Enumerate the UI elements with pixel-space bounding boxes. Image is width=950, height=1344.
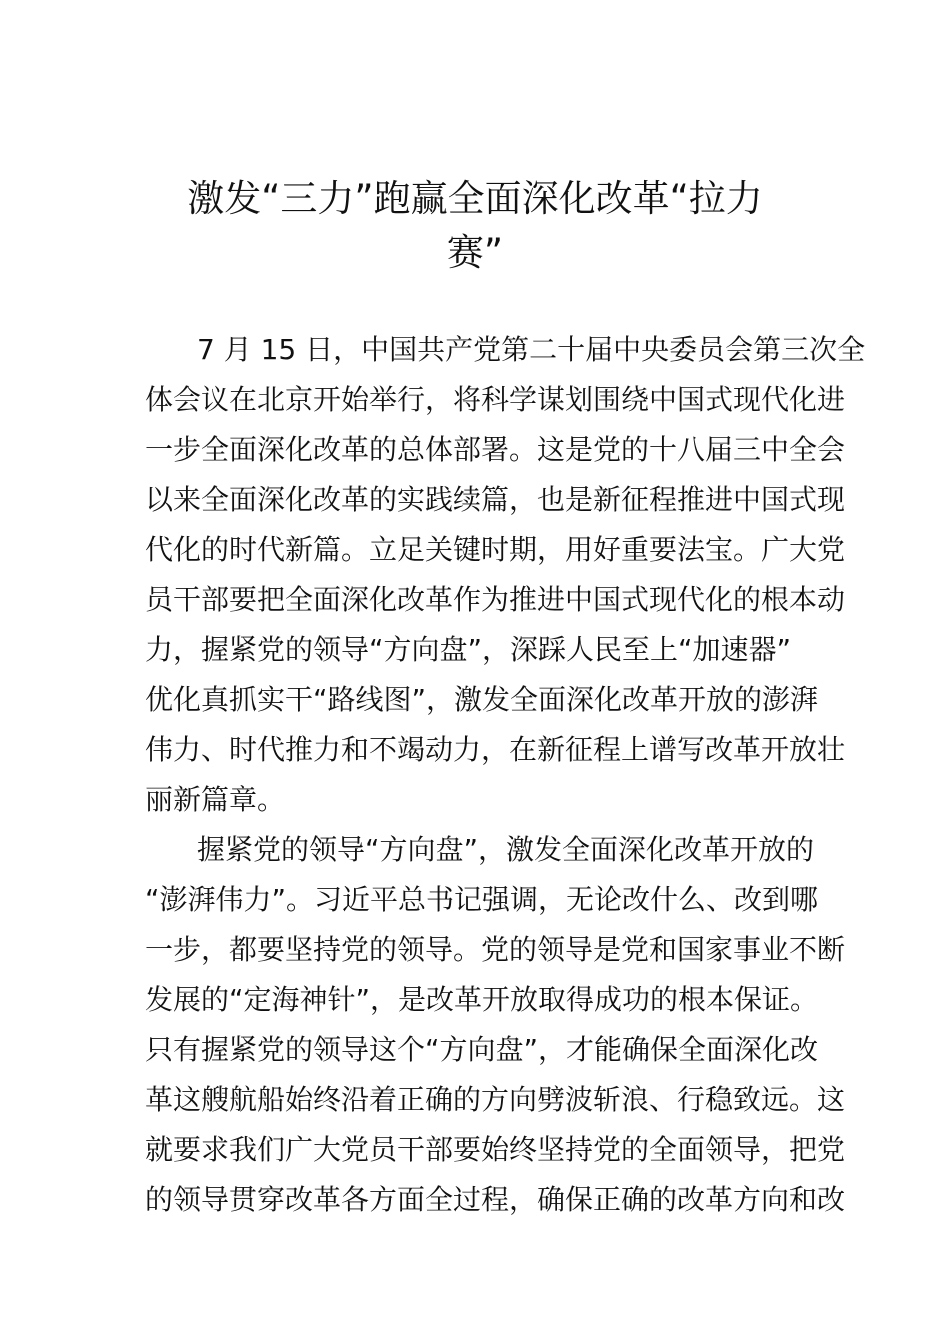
- paragraph-line: 体会议在北京开始举行，将科学谋划围绕中国式现代化进: [145, 383, 846, 416]
- document-body: [145, 325, 866, 1225]
- paragraph-line: 握紧党的领导“方向盘”，激发全面深化改革开放的: [197, 833, 815, 866]
- paragraph-line: 员干部要把全面深化改革作为推进中国式现代化的根本动: [145, 583, 846, 616]
- title-line-2: 赛”: [446, 231, 504, 274]
- paragraph-line: “澎湃伟力”。习近平总书记强调，无论改什么、改到哪: [145, 883, 819, 916]
- document-title: [150, 172, 800, 280]
- paragraph-line: 丽新篇章。: [145, 783, 286, 816]
- paragraph-1: [145, 325, 866, 825]
- paragraph-line: 以来全面深化改革的实践续篇，也是新征程推进中国式现: [145, 483, 846, 516]
- paragraph-line: 一步全面深化改革的总体部署。这是党的十八届三中全会: [145, 433, 846, 466]
- paragraph-line: 力，握紧党的领导“方向盘”，深踩人民至上“加速器”: [145, 633, 792, 666]
- paragraph-line: 发展的“定海神针”，是改革开放取得成功的根本保证。: [145, 983, 819, 1016]
- paragraph-line: 的领导贯穿改革各方面全过程，确保正确的改革方向和改: [145, 1183, 846, 1216]
- paragraph-line: 7 月 15 日，中国共产党第二十届中央委员会第三次全: [197, 333, 866, 366]
- paragraph-line: 优化真抓实干“路线图”，激发全面深化改革开放的澎湃: [145, 683, 819, 716]
- paragraph-line: 伟力、时代推力和不竭动力，在新征程上谱写改革开放壮: [145, 733, 846, 766]
- paragraph-2: [145, 825, 846, 1225]
- paragraph-line: 代化的时代新篇。立足关键时期，用好重要法宝。广大党: [145, 533, 846, 566]
- title-line-1: 激发“三力”跑赢全面深化改革“拉力: [187, 177, 763, 220]
- paragraph-line: 一步，都要坚持党的领导。党的领导是党和国家事业不断: [145, 933, 846, 966]
- paragraph-line: 就要求我们广大党员干部要始终坚持党的全面领导，把党: [145, 1133, 846, 1166]
- paragraph-line: 只有握紧党的领导这个“方向盘”，才能确保全面深化改: [145, 1033, 819, 1066]
- paragraph-line: 革这艘航船始终沿着正确的方向劈波斩浪、行稳致远。这: [145, 1083, 846, 1116]
